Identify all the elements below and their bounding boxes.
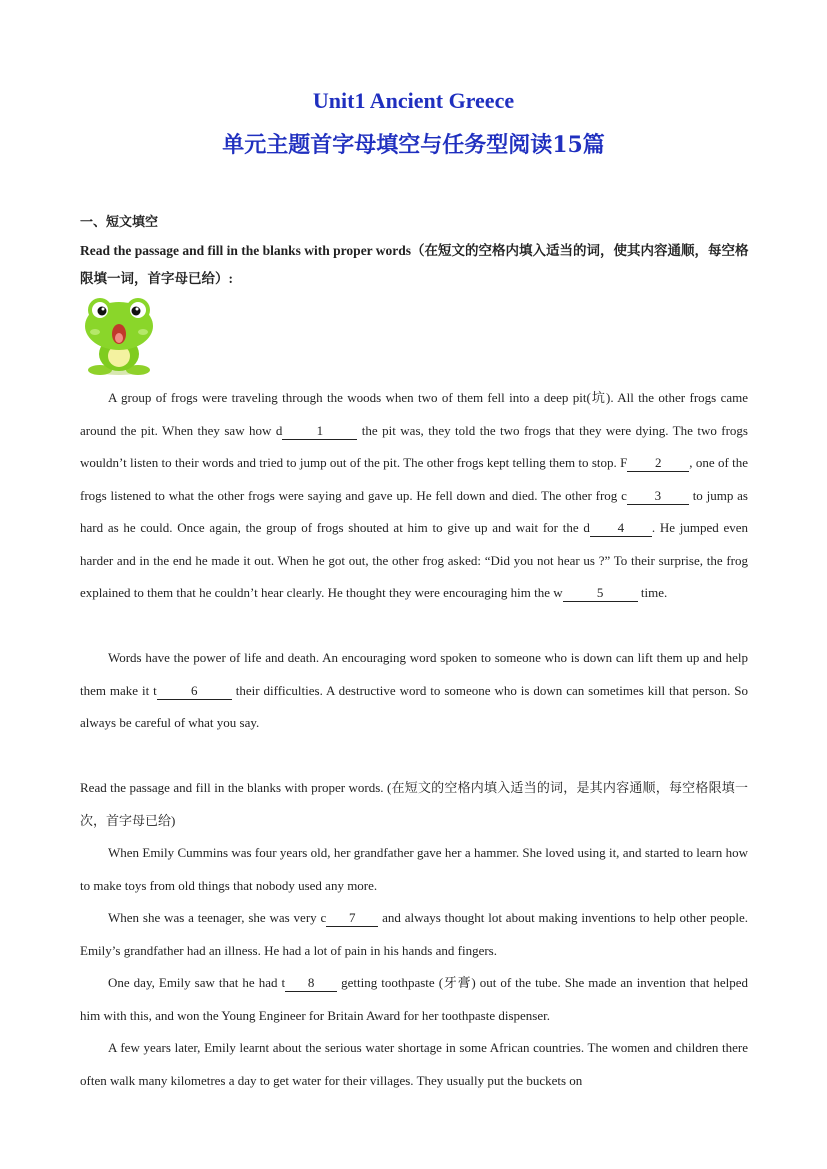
blank-5[interactable]: 5 xyxy=(563,585,638,602)
section-heading: 一、短文填空 xyxy=(80,215,159,230)
text-run: , one of the frogs listened to what the other frogs were saying and gave up. He fell down and died. The other frog c xyxy=(80,455,748,503)
blank-4[interactable]: 4 xyxy=(590,520,652,537)
blank-2[interactable]: 2 xyxy=(627,455,689,472)
blank-7[interactable]: 7 xyxy=(326,910,378,927)
text-run: time. xyxy=(637,585,668,600)
blank-1[interactable]: 1 xyxy=(282,423,357,440)
blank-8[interactable]: 8 xyxy=(285,975,337,992)
text-run: One day, Emily saw that he had t xyxy=(108,975,286,990)
passage2-paragraph4: A few years later, Emily learnt about the serious water shortage in some African countries. The women and children there often walk many kilometres a day to get water for their villages. They usually put the buckets on xyxy=(80,1040,748,1088)
passage2-paragraph2 xyxy=(80,902,748,967)
passage2-instruction: Read the passage and fill in the blanks with proper words. (在短文的空格内填入适当的词，是其内容通顺，每空格限填一次，首字母已给) xyxy=(80,780,748,828)
text-run: to jump as hard as he could. Once again, the group of frogs shouted at him to give up and wait for the d xyxy=(80,487,748,535)
passage1-paragraph1 xyxy=(80,382,748,610)
text-run: . He jumped even harder and in the end he made it out. When he got out, the other frog asked: “Did you not hear us ?” To their surprise, the frog explained to them that he couldn’t hear clearly. He thought they were encouraging him the w xyxy=(80,520,748,600)
blank-6[interactable]: 6 xyxy=(157,683,232,700)
text-run: and always thought lot about making inventions to help other people. Emily’s grandfather had an illness. He had a lot of pain in his hands and fingers. xyxy=(80,910,748,958)
text-run: their difficulties. A destructive word to someone who is down can sometimes kill that person. So always be careful of what you say. xyxy=(80,682,748,730)
text-run: When she was a teenager, she was very c xyxy=(108,910,327,925)
text-run: Words have the power of life and death. An encouraging word spoken to someone who is down can lift them up and help them make it t xyxy=(80,650,748,698)
frog-icon xyxy=(80,296,158,378)
passage2-paragraph1: When Emily Cummins was four years old, her grandfather gave her a hammer. She loved using it, and started to learn how to make toys from old things that nobody used any more. xyxy=(80,845,748,893)
text-run: A group of frogs were traveling through the woods when two of them fell into a deep pit(坑). All the other frogs came around the pit. When they saw how d xyxy=(80,390,748,438)
text-run: the pit was, they told the two frogs that they were dying. The two frogs wouldn’t listen to their words and tried to jump out of the pit. The other frogs kept telling them to stop. F xyxy=(80,422,748,470)
passage1-paragraph2 xyxy=(80,642,748,740)
page-subtitle: 单元主题首字母填空与任务型阅读15篇 xyxy=(222,132,605,158)
section1-instruction: Read the passage and fill in the blanks with proper words（在短文的空格内填入适当的词，使其内容通顺，每空格限填一词，首字母已给）: xyxy=(80,243,749,286)
text-run: getting toothpaste (牙膏) out of the tube. She made an invention that helped him with this, and won the Young Engineer for Britain Award for her toothpaste dispenser. xyxy=(80,975,748,1023)
passage2-paragraph3 xyxy=(80,967,748,1032)
blank-3[interactable]: 3 xyxy=(627,488,689,505)
page-title: Unit1 Ancient Greece xyxy=(312,88,515,113)
